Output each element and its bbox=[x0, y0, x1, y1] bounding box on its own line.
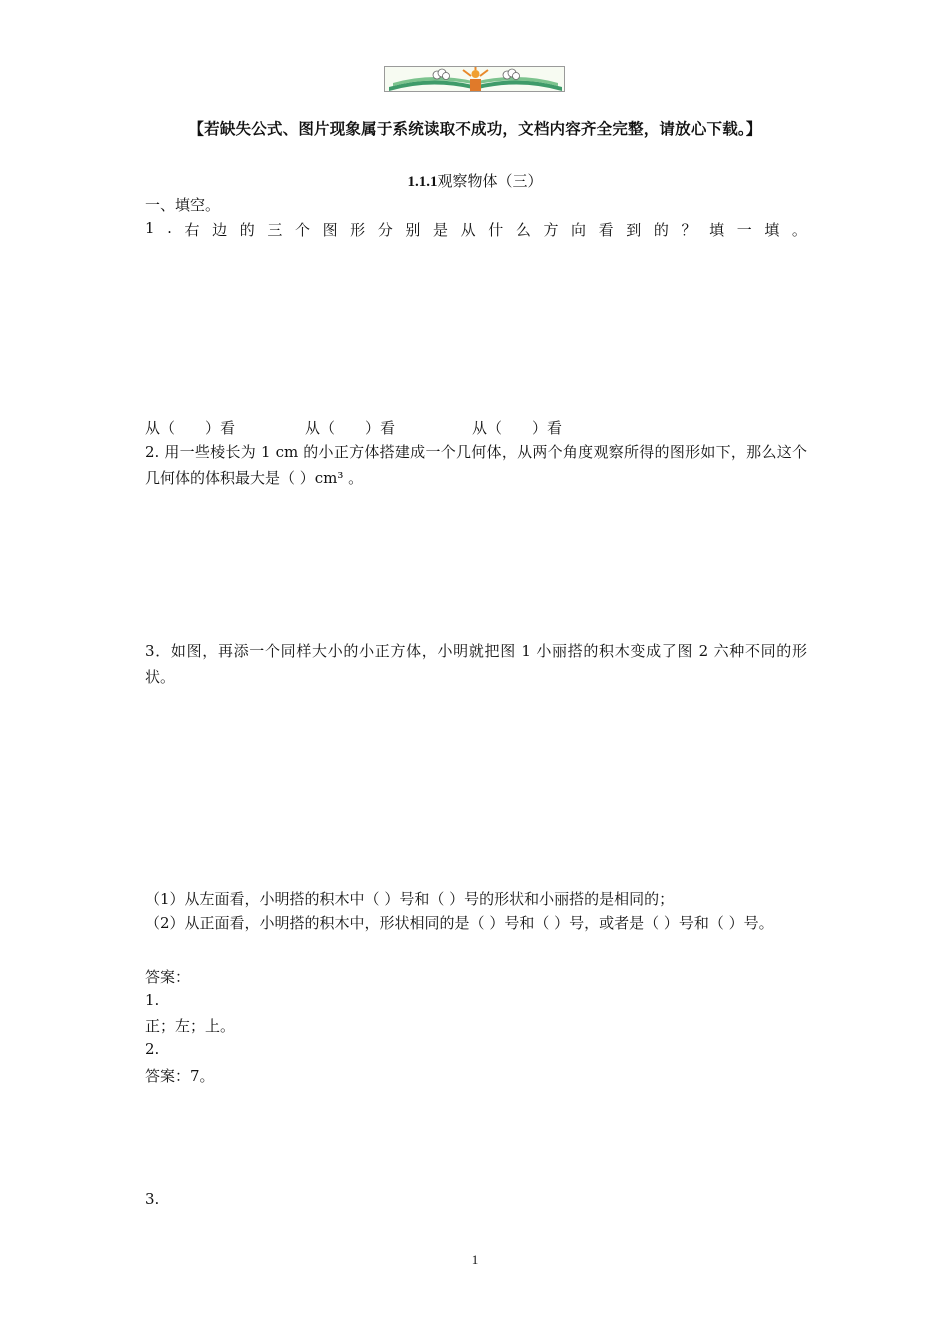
question-1-char: 方 bbox=[543, 221, 559, 239]
answer-3-number: 3. bbox=[145, 1190, 160, 1208]
question-1-char: 个 bbox=[294, 221, 310, 239]
question-1-char: 图 bbox=[322, 221, 338, 239]
question-1-char: 一 bbox=[736, 221, 752, 239]
question-1-char: 是 bbox=[433, 221, 449, 239]
question-1-char: 到 bbox=[626, 221, 642, 239]
answer-1: 正；左；上。 bbox=[145, 1017, 236, 1035]
question-1-char: 别 bbox=[405, 221, 421, 239]
question-1-char: . bbox=[167, 219, 172, 237]
question-1-char: 三 bbox=[267, 221, 283, 239]
question-1-char: 分 bbox=[377, 221, 393, 239]
title-text: 观察物体（三） bbox=[437, 172, 543, 190]
question-1-char: 的 bbox=[653, 221, 669, 239]
question-3-part-2: （2）从正面看，小明搭的积木中，形状相同的是（ ）号和（ ）号，或者是（ ）号和（ ）号。 bbox=[145, 914, 774, 932]
page-number: 1 bbox=[471, 1252, 479, 1267]
blank-view-2: 从（ ）看 bbox=[305, 419, 396, 437]
question-1-char: 从 bbox=[460, 221, 476, 239]
question-1-char: 看 bbox=[598, 221, 614, 239]
blank-view-1: 从（ ）看 bbox=[145, 419, 236, 437]
question-1-char: 么 bbox=[515, 221, 531, 239]
question-1-char: ？ bbox=[681, 221, 697, 239]
question-1-char: 边 bbox=[212, 221, 228, 239]
question-1-char: 1 bbox=[145, 219, 155, 237]
missing-content-notice: 【若缺失公式、图片现象属于系统读取不成功，文档内容齐全完整，请放心下载。】 bbox=[188, 119, 762, 138]
question-1-char: 。 bbox=[791, 221, 807, 239]
question-1-char: 什 bbox=[488, 221, 504, 239]
question-1-char: 向 bbox=[571, 221, 587, 239]
page-title bbox=[0, 170, 950, 191]
question-1-char: 形 bbox=[350, 221, 366, 239]
answers-label: 答案： bbox=[145, 968, 191, 986]
question-1-char: 右 bbox=[184, 221, 200, 239]
answer-2-number: 2. bbox=[145, 1040, 160, 1058]
question-3: 3．如图，再添一个同样大小的小正方体，小明就把图 1 小丽搭的积木变成了图 2 六种不同的形状。 bbox=[145, 642, 807, 686]
blank-view-3: 从（ ）看 bbox=[472, 419, 563, 437]
question-1-char: 填 bbox=[764, 221, 780, 239]
title-number: 1.1.1 bbox=[407, 174, 438, 190]
question-2: 2. 用一些棱长为 1 cm 的小正方体搭建成一个几何体，从两个角度观察所得的图形如下，那么这个几何体的体积最大是（ ）cm³ 。 bbox=[145, 443, 807, 487]
answer-1-number: 1. bbox=[145, 991, 160, 1009]
section-heading: 一、填空。 bbox=[145, 196, 221, 214]
question-1-char: 填 bbox=[709, 221, 725, 239]
question-3-part-1: （1）从左面看，小明搭的积木中（ ）号和（ ）号的形状和小丽搭的是相同的； bbox=[145, 890, 675, 908]
book-logo-icon bbox=[385, 67, 565, 92]
header-logo bbox=[384, 66, 565, 92]
question-1 bbox=[145, 219, 807, 240]
answer-2: 答案：7。 bbox=[145, 1067, 215, 1085]
question-1-char: 的 bbox=[239, 221, 255, 239]
